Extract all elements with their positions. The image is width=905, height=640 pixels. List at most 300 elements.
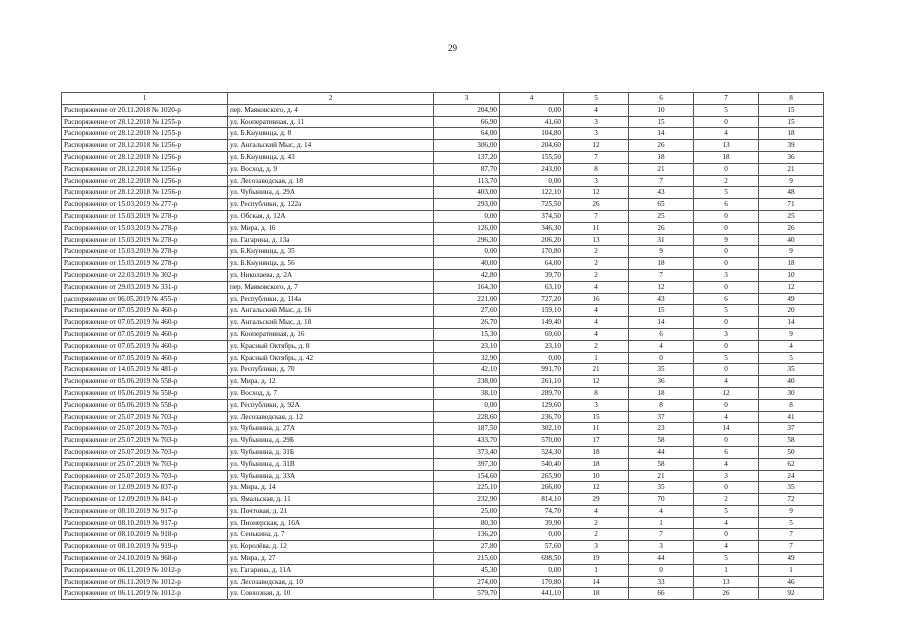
area-2-cell: 346,30 <box>500 222 564 234</box>
count-6-cell: 21 <box>629 163 694 175</box>
table-row <box>62 305 824 317</box>
area-2-cell: 39,70 <box>500 269 564 281</box>
count-6-cell: 7 <box>629 269 694 281</box>
total-cell: 40 <box>759 234 824 246</box>
count-6-cell: 0 <box>629 564 694 576</box>
document-cell: Распоряжение от 28.12.2018 № 1255-р <box>62 116 228 128</box>
count-7-cell: 0 <box>694 163 759 175</box>
count-7-cell: 4 <box>694 128 759 140</box>
count-6-cell: 8 <box>629 399 694 411</box>
total-cell: 18 <box>759 258 824 270</box>
header-cell: 8 <box>759 93 824 105</box>
document-cell: Распоряжение от 08.10.2019 № 919-р <box>62 541 228 553</box>
total-cell: 5 <box>759 517 824 529</box>
count-6-cell: 58 <box>629 458 694 470</box>
area-2-cell: 204,60 <box>500 140 564 152</box>
total-cell: 4 <box>759 340 824 352</box>
count-5-cell: 3 <box>564 541 629 553</box>
count-7-cell: 6 <box>694 199 759 211</box>
area-2-cell: 991,70 <box>500 364 564 376</box>
area-1-cell: 293,00 <box>434 199 500 211</box>
count-5-cell: 3 <box>564 116 629 128</box>
area-2-cell: 0,00 <box>500 529 564 541</box>
address-cell: ул. Совхозная, д. 10 <box>228 588 434 600</box>
area-1-cell: 579,70 <box>434 588 500 600</box>
area-1-cell: 373,40 <box>434 446 500 458</box>
count-5-cell: 18 <box>564 588 629 600</box>
total-cell: 36 <box>759 151 824 163</box>
area-1-cell: 0,00 <box>434 210 500 222</box>
total-cell: 8 <box>759 399 824 411</box>
count-7-cell: 5 <box>694 104 759 116</box>
count-7-cell: 5 <box>694 505 759 517</box>
document-cell: Распоряжение от 25.07.2019 № 703-р <box>62 411 228 423</box>
document-cell: Распоряжение от 07.05.2019 № 460-р <box>62 328 228 340</box>
count-6-cell: 44 <box>629 553 694 565</box>
document-cell: Распоряжение от 22.03.2019 № 302-р <box>62 269 228 281</box>
area-2-cell: 524,30 <box>500 446 564 458</box>
document-cell: Распоряжение от 05.06.2019 № 558-р <box>62 399 228 411</box>
address-cell: пер. Маяковского, д. 7 <box>228 281 434 293</box>
area-1-cell: 87,70 <box>434 163 500 175</box>
area-2-cell: 39,90 <box>500 517 564 529</box>
total-cell: 7 <box>759 541 824 553</box>
table-row <box>62 151 824 163</box>
count-7-cell: 3 <box>694 269 759 281</box>
address-cell: ул. Восход, д. 7 <box>228 387 434 399</box>
area-1-cell: 0,00 <box>434 399 500 411</box>
table-row <box>62 293 824 305</box>
count-7-cell: 4 <box>694 411 759 423</box>
count-6-cell: 21 <box>629 470 694 482</box>
table-row <box>62 234 824 246</box>
area-2-cell: 64,00 <box>500 258 564 270</box>
document-cell: Распоряжение от 07.05.2019 № 460-р <box>62 340 228 352</box>
table-row <box>62 411 824 423</box>
table-row <box>62 352 824 364</box>
count-5-cell: 18 <box>564 446 629 458</box>
area-1-cell: 27,80 <box>434 541 500 553</box>
count-6-cell: 66 <box>629 588 694 600</box>
document-cell: Распоряжение от 28.12.2018 № 1256-р <box>62 140 228 152</box>
document-cell: Распоряжение от 07.05.2019 № 460-р <box>62 305 228 317</box>
count-7-cell: 5 <box>694 352 759 364</box>
area-2-cell: 41,60 <box>500 116 564 128</box>
count-6-cell: 31 <box>629 234 694 246</box>
count-5-cell: 4 <box>564 317 629 329</box>
address-cell: ул. Пионерская, д. 16А <box>228 517 434 529</box>
total-cell: 92 <box>759 588 824 600</box>
address-cell: ул. Николаева, д. 2А <box>228 269 434 281</box>
document-cell: Распоряжение от 25.07.2019 № 703-р <box>62 435 228 447</box>
table-row <box>62 116 824 128</box>
count-7-cell: 0 <box>694 435 759 447</box>
count-6-cell: 14 <box>629 317 694 329</box>
document-cell: Распоряжение от 24.10.2019 № 968-р <box>62 553 228 565</box>
count-7-cell: 0 <box>694 116 759 128</box>
count-6-cell: 7 <box>629 175 694 187</box>
count-5-cell: 11 <box>564 423 629 435</box>
count-6-cell: 6 <box>629 328 694 340</box>
table-row <box>62 470 824 482</box>
header-cell: 4 <box>500 93 564 105</box>
table-row <box>62 564 824 576</box>
table-row <box>62 364 824 376</box>
table-row <box>62 163 824 175</box>
count-5-cell: 2 <box>564 269 629 281</box>
address-cell: ул. Республики, д. 70 <box>228 364 434 376</box>
area-1-cell: 403,00 <box>434 187 500 199</box>
total-cell: 41 <box>759 411 824 423</box>
area-2-cell: 170,80 <box>500 576 564 588</box>
total-cell: 46 <box>759 576 824 588</box>
area-1-cell: 221,00 <box>434 293 500 305</box>
count-5-cell: 7 <box>564 210 629 222</box>
area-1-cell: 306,00 <box>434 140 500 152</box>
table-row <box>62 446 824 458</box>
total-cell: 25 <box>759 210 824 222</box>
address-cell: ул. Б.Кнунянца, д. 43 <box>228 151 434 163</box>
document-cell: Распоряжение от 29.03.2019 № 331-р <box>62 281 228 293</box>
address-cell: пер. Маяковского, д. 4 <box>228 104 434 116</box>
count-5-cell: 3 <box>564 399 629 411</box>
count-7-cell: 4 <box>694 541 759 553</box>
area-2-cell: 206,20 <box>500 234 564 246</box>
area-1-cell: 397,30 <box>434 458 500 470</box>
address-cell: ул. Мира, д. 27 <box>228 553 434 565</box>
count-6-cell: 12 <box>629 281 694 293</box>
document-cell: Распоряжение от 28.12.2018 № 1256-р <box>62 163 228 175</box>
count-7-cell: 0 <box>694 210 759 222</box>
count-5-cell: 4 <box>564 505 629 517</box>
area-1-cell: 113,70 <box>434 175 500 187</box>
count-7-cell: 0 <box>694 399 759 411</box>
table-row <box>62 328 824 340</box>
address-cell: ул. Гагарина, д. 13а <box>228 234 434 246</box>
address-cell: ул. Чубынина, д. 27А <box>228 423 434 435</box>
area-2-cell: 104,80 <box>500 128 564 140</box>
count-6-cell: 33 <box>629 576 694 588</box>
count-7-cell: 1 <box>694 564 759 576</box>
address-cell: ул. Обская, д. 12А <box>228 210 434 222</box>
count-6-cell: 37 <box>629 411 694 423</box>
header-cell: 7 <box>694 93 759 105</box>
address-cell: ул. Кооперативная, д. 16 <box>228 328 434 340</box>
area-1-cell: 296,30 <box>434 234 500 246</box>
count-6-cell: 18 <box>629 151 694 163</box>
header-cell: 2 <box>228 93 434 105</box>
address-cell: ул. Чубынина, д. 29Б <box>228 435 434 447</box>
table-row <box>62 210 824 222</box>
address-cell: ул. Почтовая, д. 21 <box>228 505 434 517</box>
area-2-cell: 289,70 <box>500 387 564 399</box>
document-cell: Распоряжение от 06.11.2019 № 1012-р <box>62 564 228 576</box>
total-cell: 10 <box>759 269 824 281</box>
table-header-row <box>62 93 824 105</box>
address-cell: ул. Б.Кнунянца, д. 8 <box>228 128 434 140</box>
address-cell: ул. Сенькина, д. 7 <box>228 529 434 541</box>
document-cell: Распоряжение от 28.12.2018 № 1256-р <box>62 187 228 199</box>
count-6-cell: 18 <box>629 387 694 399</box>
address-cell: ул. Чубынина, д. 31В <box>228 458 434 470</box>
count-5-cell: 19 <box>564 553 629 565</box>
area-2-cell: 441,10 <box>500 588 564 600</box>
table-row <box>62 281 824 293</box>
count-7-cell: 0 <box>694 281 759 293</box>
area-2-cell: 69,60 <box>500 328 564 340</box>
total-cell: 18 <box>759 128 824 140</box>
count-6-cell: 3 <box>629 541 694 553</box>
count-5-cell: 4 <box>564 281 629 293</box>
count-6-cell: 35 <box>629 364 694 376</box>
count-5-cell: 17 <box>564 435 629 447</box>
area-2-cell: 159,10 <box>500 305 564 317</box>
count-5-cell: 13 <box>564 234 629 246</box>
count-5-cell: 2 <box>564 529 629 541</box>
table-row <box>62 187 824 199</box>
table-row <box>62 529 824 541</box>
table-row <box>62 317 824 329</box>
count-7-cell: 0 <box>694 364 759 376</box>
count-5-cell: 8 <box>564 387 629 399</box>
address-cell: ул. Кооперативная, д. 11 <box>228 116 434 128</box>
total-cell: 9 <box>759 175 824 187</box>
count-5-cell: 16 <box>564 293 629 305</box>
count-7-cell: 6 <box>694 293 759 305</box>
area-1-cell: 274,00 <box>434 576 500 588</box>
area-1-cell: 225,10 <box>434 482 500 494</box>
count-5-cell: 1 <box>564 352 629 364</box>
count-7-cell: 0 <box>694 317 759 329</box>
count-5-cell: 2 <box>564 517 629 529</box>
count-6-cell: 44 <box>629 446 694 458</box>
area-2-cell: 725,50 <box>500 199 564 211</box>
total-cell: 48 <box>759 187 824 199</box>
count-7-cell: 3 <box>694 328 759 340</box>
area-2-cell: 570,00 <box>500 435 564 447</box>
count-7-cell: 13 <box>694 576 759 588</box>
header-cell: 1 <box>62 93 228 105</box>
total-cell: 24 <box>759 470 824 482</box>
area-1-cell: 433,70 <box>434 435 500 447</box>
total-cell: 35 <box>759 364 824 376</box>
count-5-cell: 12 <box>564 140 629 152</box>
area-1-cell: 187,50 <box>434 423 500 435</box>
address-cell: ул. Б.Кнунянца, д. 56 <box>228 258 434 270</box>
area-1-cell: 164,30 <box>434 281 500 293</box>
total-cell: 37 <box>759 423 824 435</box>
total-cell: 5 <box>759 352 824 364</box>
count-6-cell: 7 <box>629 529 694 541</box>
document-cell: Распоряжение от 28.12.2018 № 1256-р <box>62 175 228 187</box>
total-cell: 1 <box>759 564 824 576</box>
total-cell: 21 <box>759 163 824 175</box>
area-1-cell: 154,60 <box>434 470 500 482</box>
table-row <box>62 175 824 187</box>
count-7-cell: 4 <box>694 517 759 529</box>
document-cell: Распоряжение от 28.12.2018 № 1256-р <box>62 151 228 163</box>
area-2-cell: 266,00 <box>500 482 564 494</box>
area-1-cell: 32,90 <box>434 352 500 364</box>
area-2-cell: 261,10 <box>500 376 564 388</box>
count-7-cell: 0 <box>694 529 759 541</box>
area-1-cell: 232,90 <box>434 494 500 506</box>
area-2-cell: 122,10 <box>500 187 564 199</box>
area-1-cell: 26,70 <box>434 317 500 329</box>
area-2-cell: 129,60 <box>500 399 564 411</box>
count-7-cell: 2 <box>694 494 759 506</box>
area-2-cell: 23,10 <box>500 340 564 352</box>
count-5-cell: 11 <box>564 222 629 234</box>
document-cell: Распоряжение от 25.07.2019 № 703-р <box>62 446 228 458</box>
document-cell: Распоряжение от 15.03.2019 № 278-р <box>62 246 228 258</box>
area-2-cell: 236,70 <box>500 411 564 423</box>
count-5-cell: 15 <box>564 411 629 423</box>
count-5-cell: 29 <box>564 494 629 506</box>
total-cell: 12 <box>759 281 824 293</box>
count-7-cell: 18 <box>694 151 759 163</box>
area-2-cell: 265,90 <box>500 470 564 482</box>
address-cell: ул. Королёва, д. 12 <box>228 541 434 553</box>
area-2-cell: 727,20 <box>500 293 564 305</box>
area-1-cell: 136,20 <box>434 529 500 541</box>
address-cell: ул. Лесозаводская, д. 18 <box>228 175 434 187</box>
count-6-cell: 26 <box>629 222 694 234</box>
document-cell: Распоряжение от 12.09.2019 № 841-р <box>62 494 228 506</box>
address-cell: ул. Гагарина, д. 11А <box>228 564 434 576</box>
count-6-cell: 26 <box>629 140 694 152</box>
count-5-cell: 8 <box>564 163 629 175</box>
area-1-cell: 215,60 <box>434 553 500 565</box>
table-row <box>62 588 824 600</box>
document-cell: Распоряжение от 15.03.2019 № 278-р <box>62 210 228 222</box>
document-cell: Распоряжение от 08.10.2019 № 917-р <box>62 505 228 517</box>
area-1-cell: 66,90 <box>434 116 500 128</box>
address-cell: ул. Восход, д. 9 <box>228 163 434 175</box>
area-2-cell: 0,00 <box>500 104 564 116</box>
address-cell: ул. Красный Октябрь, д. 8 <box>228 340 434 352</box>
document-cell: Распоряжение от 07.05.2019 № 460-р <box>62 352 228 364</box>
count-7-cell: 5 <box>694 553 759 565</box>
count-5-cell: 12 <box>564 482 629 494</box>
count-5-cell: 3 <box>564 175 629 187</box>
count-7-cell: 0 <box>694 246 759 258</box>
count-6-cell: 43 <box>629 187 694 199</box>
table-row <box>62 494 824 506</box>
area-1-cell: 126,00 <box>434 222 500 234</box>
document-cell: Распоряжение от 05.06.2019 № 558-р <box>62 376 228 388</box>
total-cell: 49 <box>759 553 824 565</box>
area-2-cell: 57,60 <box>500 541 564 553</box>
address-cell: ул. Б.Кнунянца, д. 35 <box>228 246 434 258</box>
area-2-cell: 0,00 <box>500 352 564 364</box>
total-cell: 49 <box>759 293 824 305</box>
count-5-cell: 4 <box>564 328 629 340</box>
table-row <box>62 387 824 399</box>
count-6-cell: 36 <box>629 376 694 388</box>
count-7-cell: 6 <box>694 446 759 458</box>
total-cell: 26 <box>759 222 824 234</box>
document-cell: Распоряжение от 12.09.2019 № 837-р <box>62 482 228 494</box>
count-6-cell: 1 <box>629 517 694 529</box>
area-1-cell: 38,10 <box>434 387 500 399</box>
table-row <box>62 140 824 152</box>
area-1-cell: 228,60 <box>434 411 500 423</box>
total-cell: 72 <box>759 494 824 506</box>
area-1-cell: 137,20 <box>434 151 500 163</box>
count-6-cell: 25 <box>629 210 694 222</box>
address-cell: ул. Ямальская, д. 11 <box>228 494 434 506</box>
total-cell: 7 <box>759 529 824 541</box>
area-1-cell: 40,00 <box>434 258 500 270</box>
total-cell: 30 <box>759 387 824 399</box>
document-cell: Распоряжение от 25.07.2019 № 703-р <box>62 458 228 470</box>
area-2-cell: 74,70 <box>500 505 564 517</box>
area-1-cell: 238,00 <box>434 376 500 388</box>
area-2-cell: 170,80 <box>500 246 564 258</box>
document-cell: Распоряжение от 15.03.2019 № 278-р <box>62 234 228 246</box>
count-7-cell: 0 <box>694 340 759 352</box>
address-cell: ул. Мира, д. 14 <box>228 482 434 494</box>
count-6-cell: 0 <box>629 352 694 364</box>
count-7-cell: 4 <box>694 458 759 470</box>
area-1-cell: 42,80 <box>434 269 500 281</box>
area-2-cell: 814,10 <box>500 494 564 506</box>
table-row <box>62 128 824 140</box>
count-6-cell: 4 <box>629 505 694 517</box>
count-6-cell: 15 <box>629 305 694 317</box>
count-6-cell: 70 <box>629 494 694 506</box>
page-number: 29 <box>448 43 457 53</box>
document-cell: Распоряжение от 25.07.2019 № 703-р <box>62 470 228 482</box>
count-7-cell: 0 <box>694 258 759 270</box>
area-2-cell: 302,10 <box>500 423 564 435</box>
document-cell: Распоряжение от 05.06.2019 № 558-р <box>62 387 228 399</box>
table-row <box>62 423 824 435</box>
area-1-cell: 23,10 <box>434 340 500 352</box>
count-7-cell: 13 <box>694 140 759 152</box>
table-row <box>62 222 824 234</box>
address-cell: ул. Ангальский Мыс, д. 16 <box>228 305 434 317</box>
resettlement-table <box>61 92 824 600</box>
document-cell: Распоряжение от 28.12.2018 № 1255-р <box>62 128 228 140</box>
count-6-cell: 58 <box>629 435 694 447</box>
count-5-cell: 2 <box>564 246 629 258</box>
count-7-cell: 9 <box>694 234 759 246</box>
table-row <box>62 340 824 352</box>
table-row <box>62 258 824 270</box>
area-2-cell: 149,40 <box>500 317 564 329</box>
total-cell: 71 <box>759 199 824 211</box>
count-5-cell: 18 <box>564 458 629 470</box>
count-5-cell: 21 <box>564 364 629 376</box>
count-6-cell: 18 <box>629 258 694 270</box>
total-cell: 35 <box>759 482 824 494</box>
area-1-cell: 25,00 <box>434 505 500 517</box>
count-7-cell: 26 <box>694 588 759 600</box>
document-cell: Распоряжение от 08.10.2019 № 918-р <box>62 529 228 541</box>
table-row <box>62 458 824 470</box>
table-row <box>62 376 824 388</box>
address-cell: ул. Красный Октябрь, д. 42 <box>228 352 434 364</box>
total-cell: 50 <box>759 446 824 458</box>
table-row <box>62 541 824 553</box>
total-cell: 9 <box>759 505 824 517</box>
address-cell: ул. Чубынина, д. 29А <box>228 187 434 199</box>
count-7-cell: 12 <box>694 387 759 399</box>
count-5-cell: 1 <box>564 564 629 576</box>
document-cell: Распоряжение от 06.11.2019 № 1012-р <box>62 576 228 588</box>
